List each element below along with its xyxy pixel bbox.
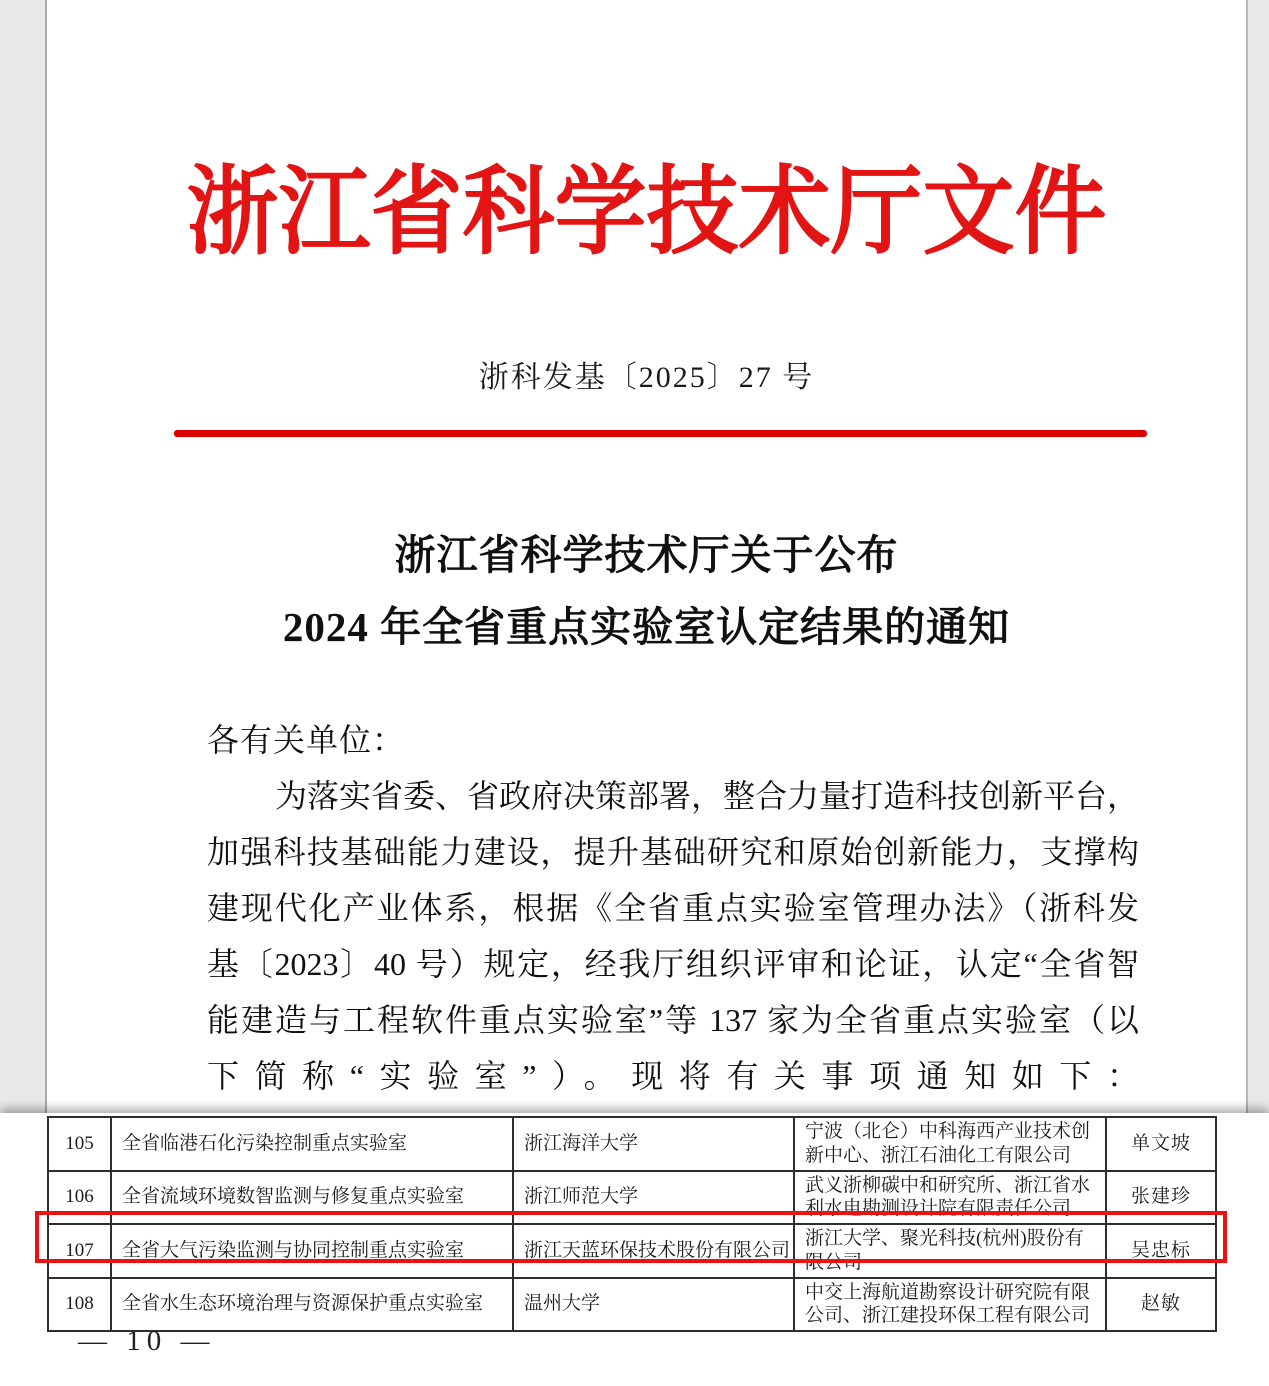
lab-name-cell: 全省流域环境数智监测与修复重点实验室 — [111, 1171, 513, 1225]
red-divider-rule — [174, 430, 1147, 437]
notice-body — [207, 712, 1139, 1104]
row-number-cell: 106 — [48, 1171, 111, 1225]
paragraph-line: 加强科技基础能力建设，提升基础研究和原始创新能力，支撑构 — [207, 834, 1139, 870]
paragraph-line: 基〔2023〕40 号）规定，经我厅组织评审和论证，认定“全省智 — [207, 946, 1139, 982]
row-number-cell: 108 — [48, 1278, 111, 1332]
leader-name-cell: 赵敏 — [1106, 1278, 1216, 1332]
document-number: 浙科发基〔2025〕27 号 — [478, 361, 815, 394]
table-row — [48, 1278, 1216, 1332]
lab-results-table — [47, 1116, 1217, 1332]
host-org-cell: 浙江师范大学 — [513, 1171, 794, 1225]
table-page-section — [0, 1113, 1269, 1386]
table-row — [48, 1171, 1216, 1225]
table-row — [48, 1117, 1216, 1171]
salutation: 各有关单位： — [207, 722, 406, 758]
document-page — [45, 0, 1248, 1113]
agency-header-title: 浙江省科学技术厅文件 — [186, 158, 1107, 266]
paragraph-line: 能建造与工程软件重点实验室”等 137 家为全省重点实验室（以 — [207, 1002, 1139, 1038]
partner-orgs-cell: 中交上海航道勘察设计研究院有限公司、浙江建投环保工程有限公司 — [794, 1278, 1106, 1332]
row-number-cell: 107 — [48, 1224, 111, 1278]
page-number: — 10 — — [78, 1325, 216, 1357]
paragraph-line: 为落实省委、省政府决策部署，整合力量打造科技创新平台， — [275, 778, 1140, 814]
lab-name-cell: 全省临港石化污染控制重点实验室 — [111, 1117, 513, 1171]
paragraph-line: 下简称“实验室”）。现将有关事项通知如下： — [207, 1058, 1139, 1094]
lab-name-cell: 全省水生态环境治理与资源保护重点实验室 — [111, 1278, 513, 1332]
partner-orgs-cell: 浙江大学、聚光科技(杭州)股份有限公司 — [794, 1224, 1106, 1278]
partner-orgs-cell: 宁波（北仑）中科海西产业技术创新中心、浙江石油化工有限公司 — [794, 1117, 1106, 1171]
leader-name-cell: 张建珍 — [1106, 1171, 1216, 1225]
lab-name-cell: 全省大气污染监测与协同控制重点实验室 — [111, 1224, 513, 1278]
host-org-cell: 温州大学 — [513, 1278, 794, 1332]
leader-name-cell: 吴忠标 — [1106, 1224, 1216, 1278]
host-org-cell: 浙江海洋大学 — [513, 1117, 794, 1171]
paragraph-line: 建现代化产业体系，根据《全省重点实验室管理办法》（浙科发 — [207, 890, 1139, 926]
notice-title-line1: 浙江省科学技术厅关于公布 — [394, 532, 899, 578]
notice-title-line2: 2024 年全省重点实验室认定结果的通知 — [282, 604, 1011, 650]
partner-orgs-cell: 武义浙柳碳中和研究所、浙江省水利水电勘测设计院有限责任公司 — [794, 1171, 1106, 1225]
table-row-highlighted — [48, 1224, 1216, 1278]
host-org-cell: 浙江天蓝环保技术股份有限公司 — [513, 1224, 794, 1278]
leader-name-cell: 单文坡 — [1106, 1117, 1216, 1171]
row-number-cell: 105 — [48, 1117, 111, 1171]
